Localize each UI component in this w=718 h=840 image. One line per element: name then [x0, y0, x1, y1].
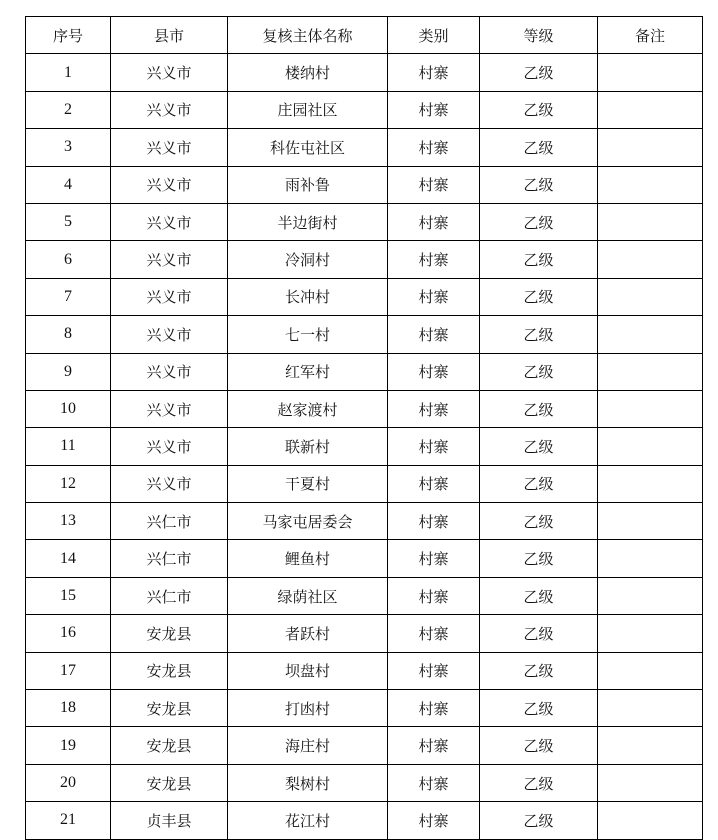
cell-seq: 13	[26, 503, 111, 540]
cell-seq: 14	[26, 540, 111, 577]
cell-grade: 乙级	[480, 577, 598, 614]
cell-remark	[598, 428, 703, 465]
table-row	[26, 203, 703, 240]
table-row	[26, 390, 703, 427]
cell-county: 安龙县	[111, 727, 228, 764]
cell-category: 村寨	[388, 465, 480, 502]
cell-seq: 9	[26, 353, 111, 390]
header-grade: 等级	[480, 17, 598, 54]
cell-name: 打凼村	[228, 690, 388, 727]
cell-category: 村寨	[388, 690, 480, 727]
cell-grade: 乙级	[480, 540, 598, 577]
cell-county: 安龙县	[111, 690, 228, 727]
table-row	[26, 278, 703, 315]
cell-seq: 18	[26, 690, 111, 727]
cell-seq: 6	[26, 241, 111, 278]
cell-grade: 乙级	[480, 91, 598, 128]
cell-remark	[598, 316, 703, 353]
cell-category: 村寨	[388, 54, 480, 91]
cell-category: 村寨	[388, 278, 480, 315]
cell-remark	[598, 203, 703, 240]
header-seq: 序号	[26, 17, 111, 54]
cell-name: 梨树村	[228, 764, 388, 801]
cell-county: 兴义市	[111, 129, 228, 166]
cell-remark	[598, 690, 703, 727]
cell-seq: 17	[26, 652, 111, 689]
cell-remark	[598, 577, 703, 614]
cell-category: 村寨	[388, 428, 480, 465]
table-row	[26, 577, 703, 614]
cell-county: 兴义市	[111, 353, 228, 390]
cell-name: 联新村	[228, 428, 388, 465]
table-row	[26, 54, 703, 91]
cell-seq: 21	[26, 802, 111, 839]
table-row	[26, 91, 703, 128]
cell-county: 兴义市	[111, 465, 228, 502]
cell-category: 村寨	[388, 802, 480, 839]
header-name: 复核主体名称	[228, 17, 388, 54]
cell-remark	[598, 91, 703, 128]
cell-remark	[598, 802, 703, 839]
review-list-table-container	[25, 16, 703, 840]
cell-seq: 12	[26, 465, 111, 502]
cell-name: 楼纳村	[228, 54, 388, 91]
cell-name: 红军村	[228, 353, 388, 390]
cell-category: 村寨	[388, 764, 480, 801]
cell-name: 海庄村	[228, 727, 388, 764]
cell-county: 兴义市	[111, 203, 228, 240]
cell-grade: 乙级	[480, 54, 598, 91]
cell-name: 庄园社区	[228, 91, 388, 128]
cell-seq: 20	[26, 764, 111, 801]
table-row	[26, 166, 703, 203]
cell-seq: 19	[26, 727, 111, 764]
cell-category: 村寨	[388, 652, 480, 689]
cell-remark	[598, 764, 703, 801]
cell-name: 七一村	[228, 316, 388, 353]
cell-county: 兴义市	[111, 428, 228, 465]
cell-grade: 乙级	[480, 764, 598, 801]
cell-seq: 3	[26, 129, 111, 166]
cell-category: 村寨	[388, 615, 480, 652]
cell-category: 村寨	[388, 727, 480, 764]
cell-name: 花江村	[228, 802, 388, 839]
cell-seq: 4	[26, 166, 111, 203]
cell-remark	[598, 727, 703, 764]
cell-county: 兴义市	[111, 91, 228, 128]
cell-grade: 乙级	[480, 615, 598, 652]
table-row	[26, 690, 703, 727]
cell-county: 安龙县	[111, 652, 228, 689]
table-header-row	[26, 17, 703, 54]
table-row	[26, 802, 703, 839]
review-list-table	[25, 16, 703, 840]
cell-category: 村寨	[388, 577, 480, 614]
cell-grade: 乙级	[480, 353, 598, 390]
table-row	[26, 316, 703, 353]
cell-county: 兴义市	[111, 166, 228, 203]
header-county: 县市	[111, 17, 228, 54]
cell-county: 兴仁市	[111, 540, 228, 577]
cell-seq: 5	[26, 203, 111, 240]
table-row	[26, 615, 703, 652]
cell-remark	[598, 652, 703, 689]
cell-name: 者跃村	[228, 615, 388, 652]
cell-grade: 乙级	[480, 241, 598, 278]
cell-category: 村寨	[388, 203, 480, 240]
cell-seq: 16	[26, 615, 111, 652]
table-row	[26, 241, 703, 278]
cell-remark	[598, 241, 703, 278]
cell-county: 安龙县	[111, 764, 228, 801]
cell-category: 村寨	[388, 540, 480, 577]
cell-grade: 乙级	[480, 129, 598, 166]
table-row	[26, 465, 703, 502]
cell-seq: 1	[26, 54, 111, 91]
cell-grade: 乙级	[480, 428, 598, 465]
table-row	[26, 353, 703, 390]
cell-county: 安龙县	[111, 615, 228, 652]
table-row	[26, 540, 703, 577]
cell-county: 贞丰县	[111, 802, 228, 839]
table-row	[26, 129, 703, 166]
cell-remark	[598, 166, 703, 203]
cell-county: 兴义市	[111, 390, 228, 427]
cell-grade: 乙级	[480, 465, 598, 502]
cell-name: 赵家渡村	[228, 390, 388, 427]
cell-grade: 乙级	[480, 802, 598, 839]
cell-name: 冷洞村	[228, 241, 388, 278]
cell-grade: 乙级	[480, 503, 598, 540]
cell-name: 绿荫社区	[228, 577, 388, 614]
cell-county: 兴义市	[111, 54, 228, 91]
cell-name: 干夏村	[228, 465, 388, 502]
cell-seq: 15	[26, 577, 111, 614]
cell-remark	[598, 278, 703, 315]
cell-grade: 乙级	[480, 316, 598, 353]
cell-category: 村寨	[388, 241, 480, 278]
cell-grade: 乙级	[480, 390, 598, 427]
cell-remark	[598, 129, 703, 166]
table-row	[26, 428, 703, 465]
cell-remark	[598, 503, 703, 540]
cell-grade: 乙级	[480, 727, 598, 764]
cell-name: 长冲村	[228, 278, 388, 315]
cell-category: 村寨	[388, 503, 480, 540]
cell-category: 村寨	[388, 91, 480, 128]
cell-category: 村寨	[388, 129, 480, 166]
table-row	[26, 503, 703, 540]
table-row	[26, 727, 703, 764]
cell-name: 半边街村	[228, 203, 388, 240]
cell-remark	[598, 54, 703, 91]
cell-category: 村寨	[388, 316, 480, 353]
cell-category: 村寨	[388, 353, 480, 390]
cell-grade: 乙级	[480, 690, 598, 727]
cell-seq: 10	[26, 390, 111, 427]
cell-name: 科佐屯社区	[228, 129, 388, 166]
cell-name: 雨补鲁	[228, 166, 388, 203]
cell-category: 村寨	[388, 390, 480, 427]
cell-grade: 乙级	[480, 652, 598, 689]
cell-remark	[598, 615, 703, 652]
cell-county: 兴义市	[111, 278, 228, 315]
cell-seq: 7	[26, 278, 111, 315]
header-remark: 备注	[598, 17, 703, 54]
cell-seq: 2	[26, 91, 111, 128]
cell-county: 兴义市	[111, 241, 228, 278]
cell-county: 兴仁市	[111, 503, 228, 540]
cell-grade: 乙级	[480, 278, 598, 315]
cell-county: 兴仁市	[111, 577, 228, 614]
cell-remark	[598, 390, 703, 427]
header-category: 类别	[388, 17, 480, 54]
cell-seq: 8	[26, 316, 111, 353]
cell-name: 坝盘村	[228, 652, 388, 689]
cell-grade: 乙级	[480, 203, 598, 240]
table-row	[26, 764, 703, 801]
cell-county: 兴义市	[111, 316, 228, 353]
table-row	[26, 652, 703, 689]
cell-remark	[598, 465, 703, 502]
cell-remark	[598, 353, 703, 390]
cell-category: 村寨	[388, 166, 480, 203]
cell-name: 鲤鱼村	[228, 540, 388, 577]
cell-remark	[598, 540, 703, 577]
cell-name: 马家屯居委会	[228, 503, 388, 540]
cell-seq: 11	[26, 428, 111, 465]
cell-grade: 乙级	[480, 166, 598, 203]
